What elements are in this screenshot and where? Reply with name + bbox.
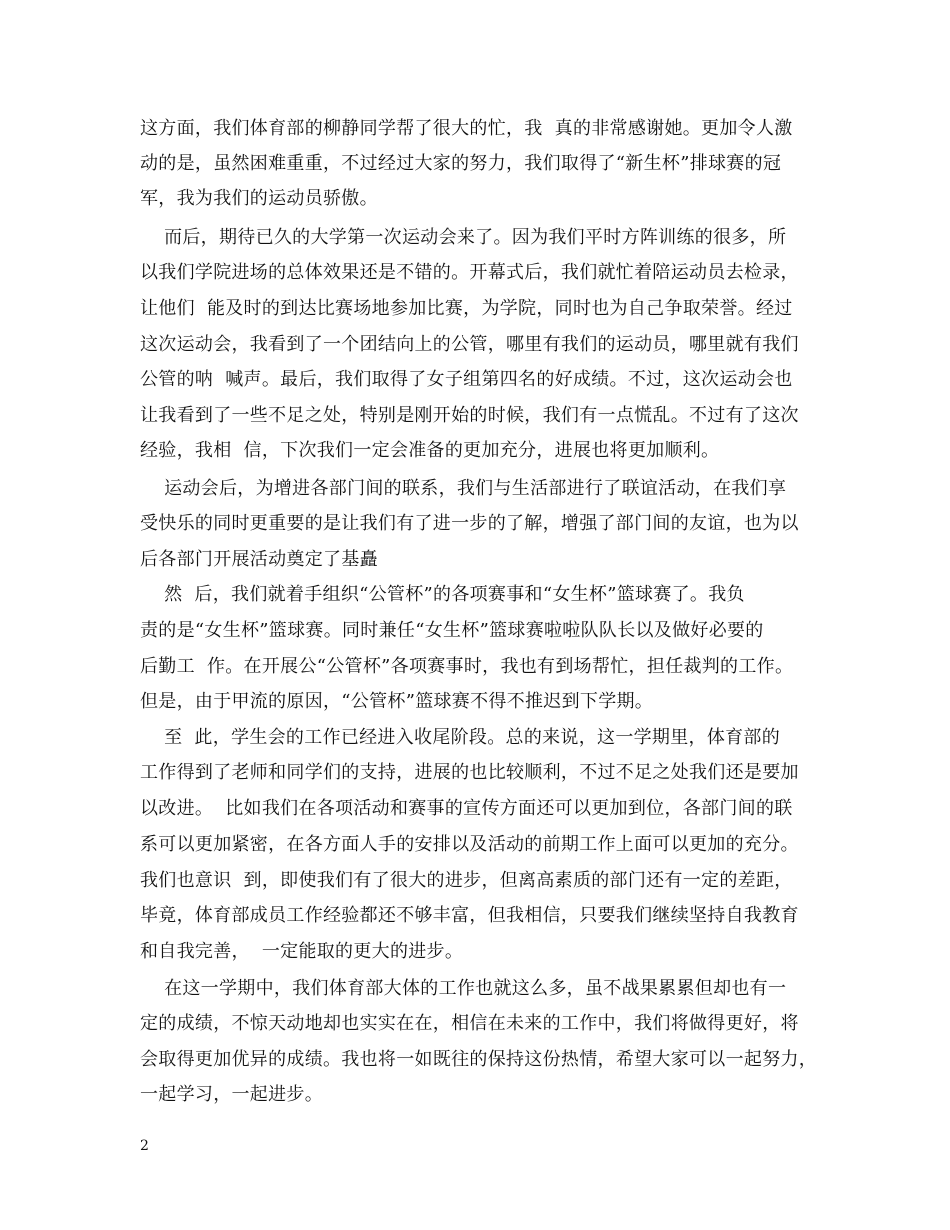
text-line: 后各部门开展活动奠定了基矗: [140, 549, 378, 570]
page-number: 2: [140, 1138, 149, 1154]
text-line: 以我们学院进场的总体效果还是不错的。开幕式后，我们就忙着陪运动员去检录，: [140, 262, 799, 283]
text-line: 这次运动会，我看到了一个团结向上的公管，哪里有我们的运动员，哪里就有我们: [140, 334, 799, 355]
text-line: 让他们 能及时的到达比赛场地参加比赛，为学院，同时也为自己争取荣誉。经过: [140, 298, 793, 319]
text-line: 毕竟，体育部成员工作经验都还不够丰富，但我相信，只要我们继续坚持自我教育: [140, 905, 799, 926]
text-line: 公管的呐 喊声。最后，我们取得了女子组第四名的好成绩。不过，这次运动会也: [140, 369, 793, 390]
text-line: 受快乐的同时更重要的是让我们有了进一步的了解，增强了部门间的友谊，也为以: [140, 513, 799, 534]
text-line: 这方面，我们体育部的柳静同学帮了很大的忙，我 真的非常感谢她。更加令人激: [140, 118, 793, 139]
text-line: 动的是，虽然困难重重，不过经过大家的努力，我们取得了“新生杯”排球赛的冠: [140, 153, 782, 174]
text-line: 一起学习，一起进步。: [140, 1084, 323, 1105]
text-line: 定的成绩，不惊天动地却也实实在在，相信在未来的工作中，我们将做得更好，将: [140, 1013, 799, 1034]
text-line: 而后，期待已久的大学第一次运动会来了。因为我们平时方阵训练的很多，所: [140, 227, 787, 248]
text-line: 以改进。 比如我们在各项活动和赛事的宣传方面还可以更加到位，各部门间的联: [140, 798, 793, 819]
text-line: 后勤工 作。在开展公“公管杯”各项赛事时，我也有到场帮忙，担任裁判的工作。: [140, 656, 794, 677]
text-line: 让我看到了一些不足之处，特别是刚开始的时候，我们有一点慌乱。不过有了这次: [140, 405, 799, 426]
text-line: 系可以更加紧密，在各方面人手的安排以及活动的前期工作上面可以更加的充分。: [140, 834, 799, 855]
text-line: 会取得更加优异的成绩。我也将一如既往的保持这份热情，希望大家可以一起努力，: [140, 1049, 818, 1070]
text-line: 然 后，我们就着手组织“公管杯”的各项赛事和“女生杯”篮球赛了。我负: [140, 584, 745, 605]
text-line: 我们也意识 到，即使我们有了很大的进步，但离高素质的部门还有一定的差距，: [140, 870, 793, 891]
text-line: 和自我完善， 一定能取的更大的进步。: [140, 941, 464, 962]
text-line: 运动会后，为增进各部门间的联系，我们与生活部进行了联谊活动，在我们享: [140, 478, 787, 499]
text-line: 责的是“女生杯”篮球赛。同时兼任“女生杯”篮球赛啦啦队队长以及做好必要的: [140, 620, 764, 641]
text-line: 但是，由于甲流的原因，“公管杯”篮球赛不得不推迟到下学期。: [140, 691, 654, 712]
text-line: 在这一学期中，我们体育部大体的工作也就这么多，虽不战果累累但却也有一: [140, 978, 787, 999]
text-line: 至 此，学生会的工作已经进入收尾阶段。总的来说，这一学期里，体育部的: [140, 727, 781, 748]
text-line: 军，我为我们的运动员骄傲。: [140, 188, 378, 209]
text-line: 工作得到了老师和同学们的支持，进展的也比较顺利，不过不足之处我们还是要加: [140, 762, 799, 783]
text-line: 经验，我相 信，下次我们一定会准备的更加充分，进展也将更加顺利。: [140, 440, 720, 461]
